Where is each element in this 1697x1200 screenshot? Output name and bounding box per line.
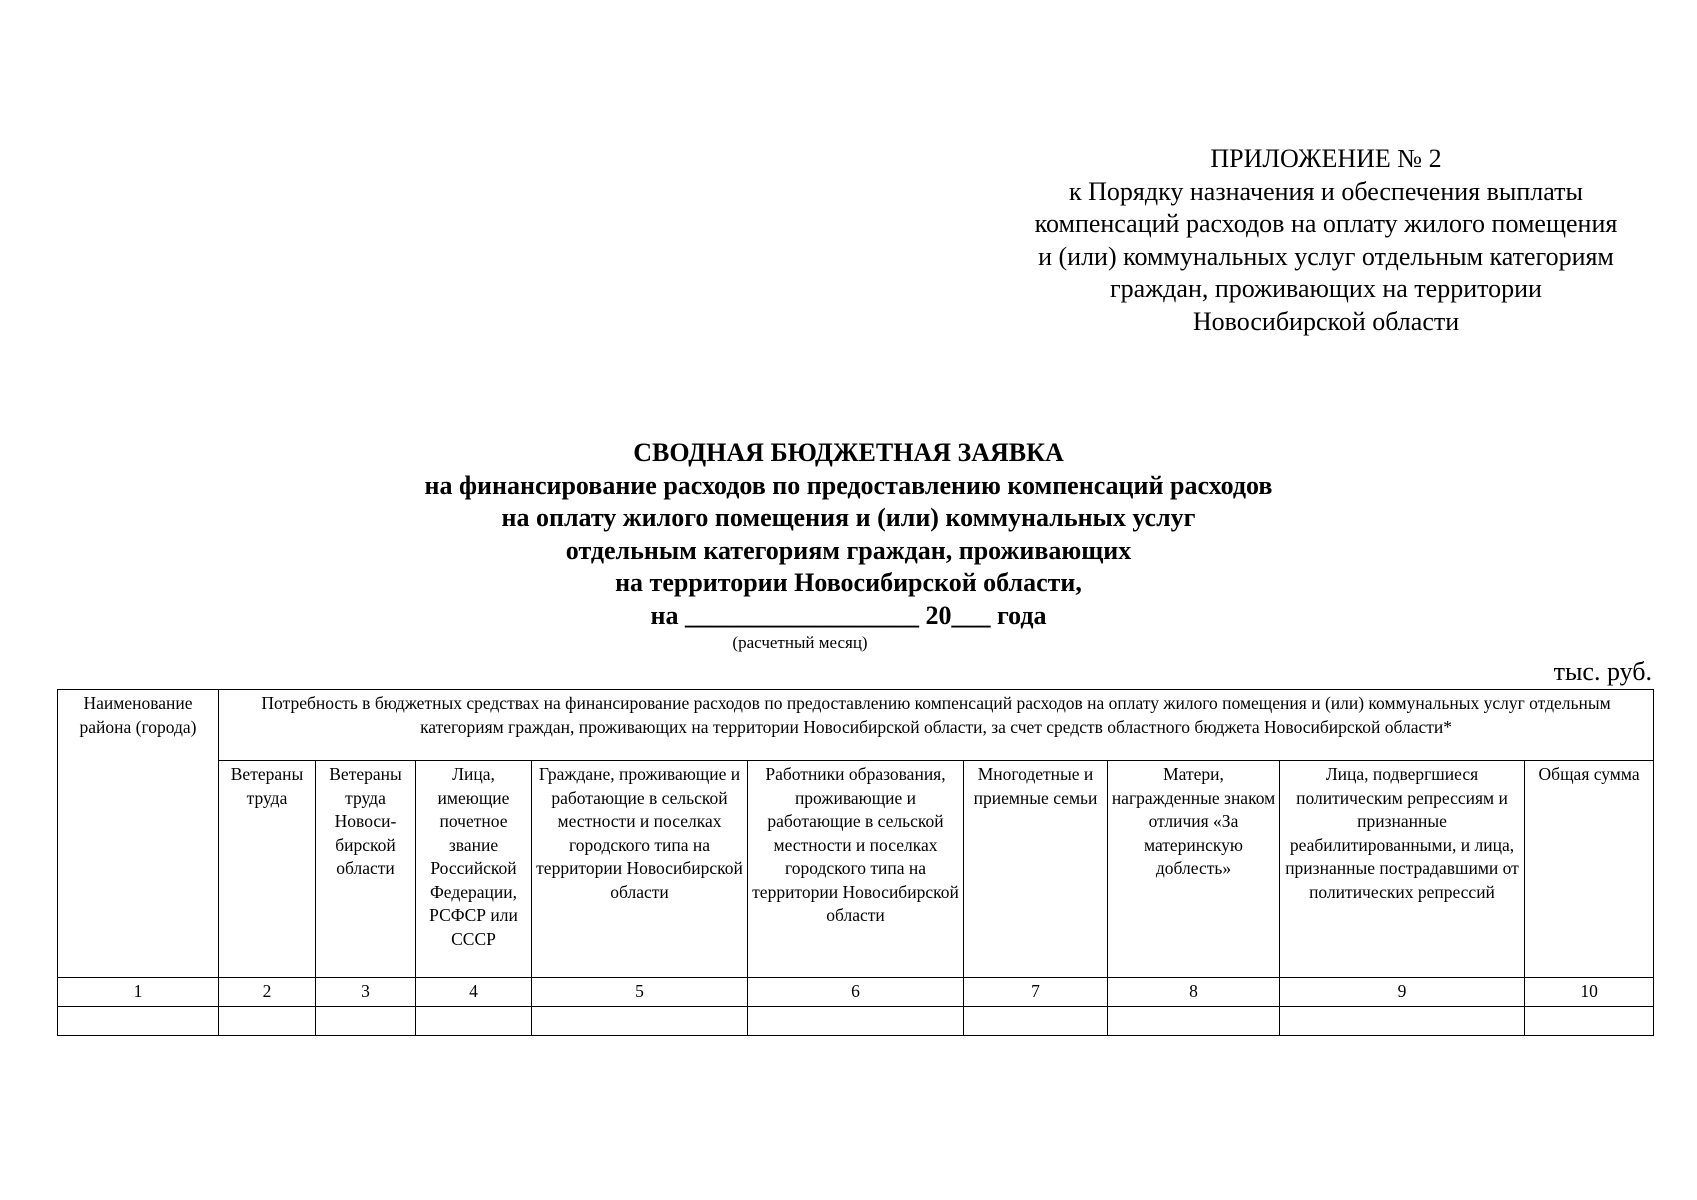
table-cell bbox=[532, 1007, 748, 1036]
column-header: Граждане, проживающие и работающие в сельской местности и поселках городского типа на территории Новосибирской области bbox=[532, 761, 748, 978]
column-header: Многодетные и приемные семьи bbox=[964, 761, 1108, 978]
column-number: 3 bbox=[316, 978, 416, 1007]
column-header: Лица, имеющие почетное звание Российской Федерации, РСФСР или СССР bbox=[416, 761, 532, 978]
table-cell bbox=[1108, 1007, 1280, 1036]
column-number: 5 bbox=[532, 978, 748, 1007]
table-row bbox=[58, 1007, 1654, 1036]
column-numbers-row bbox=[58, 978, 1654, 1007]
district-column-header: Наименование района (города) bbox=[58, 690, 219, 978]
table-cell bbox=[219, 1007, 316, 1036]
column-header: Матери, награжденные знаком отличия «За материнскую доблесть» bbox=[1108, 761, 1280, 978]
column-header: Ветераны труда bbox=[219, 761, 316, 978]
title-line: на оплату жилого помещения и (или) коммунальных услуг bbox=[501, 503, 1196, 532]
title-line: на территории Новосибирской области, bbox=[615, 568, 1082, 597]
column-number: 1 bbox=[58, 978, 219, 1007]
table-subheader-row bbox=[58, 761, 1654, 978]
table-cell bbox=[58, 1007, 219, 1036]
title-main: СВОДНАЯ БЮДЖЕТНАЯ ЗАЯВКА bbox=[633, 438, 1064, 467]
column-number: 9 bbox=[1280, 978, 1525, 1007]
column-number: 7 bbox=[964, 978, 1108, 1007]
document-title bbox=[0, 437, 1697, 632]
column-number: 8 bbox=[1108, 978, 1280, 1007]
appendix-line: граждан, проживающих на территории bbox=[1110, 274, 1542, 303]
column-header: Общая сумма bbox=[1525, 761, 1654, 978]
table-cell bbox=[1525, 1007, 1654, 1036]
units-label: тыс. руб. bbox=[1553, 657, 1652, 686]
title-line: на финансирование расходов по предоставлению компенсаций расходов bbox=[424, 470, 1273, 500]
appendix-line: к Порядку назначения и обеспечения выплаты bbox=[1069, 176, 1583, 206]
appendix-line: компенсаций расходов на оплату жилого помещения bbox=[1034, 209, 1618, 238]
group-column-header: Потребность в бюджетных средствах на финансирование расходов по предоставлению компенсаций расходов на оплату жилого помещения и (или) коммунальных услуг отдельным категориям граждан, проживающих на территории Новосибирской области, за счет средств областного бюджета Новосибирской области* bbox=[219, 690, 1654, 761]
column-number: 10 bbox=[1525, 978, 1654, 1007]
column-number: 2 bbox=[219, 978, 316, 1007]
period-line: на __________________ 20___ года bbox=[650, 600, 1047, 630]
table-header-row bbox=[58, 690, 1654, 761]
appendix-header bbox=[990, 143, 1662, 338]
table-cell bbox=[748, 1007, 964, 1036]
column-header: Ветераны труда Новоси-бирской области bbox=[316, 761, 416, 978]
appendix-number: ПРИЛОЖЕНИЕ № 2 bbox=[1210, 144, 1442, 173]
title-line: отдельным категориям граждан, проживающих bbox=[565, 535, 1132, 565]
table-cell bbox=[416, 1007, 532, 1036]
table-cell bbox=[316, 1007, 416, 1036]
column-number: 6 bbox=[748, 978, 964, 1007]
table-cell bbox=[1280, 1007, 1525, 1036]
column-number: 4 bbox=[416, 978, 532, 1007]
appendix-line: и (или) коммунальных услуг отдельным категориям bbox=[1038, 241, 1614, 271]
budget-table bbox=[57, 689, 1654, 1036]
table-cell bbox=[964, 1007, 1108, 1036]
column-header: Работники образования, проживающие и работающие в сельской местности и поселках городского типа на территории Новосибирской области bbox=[748, 761, 964, 978]
column-header: Лица, подвергшиеся политическим репрессиям и признанные реабилитированными, и лица, признанные пострадавшими от политических репрессий bbox=[1280, 761, 1525, 978]
period-hint: (расчетный месяц) bbox=[732, 633, 868, 652]
appendix-line: Новосибирской области bbox=[1192, 306, 1460, 336]
